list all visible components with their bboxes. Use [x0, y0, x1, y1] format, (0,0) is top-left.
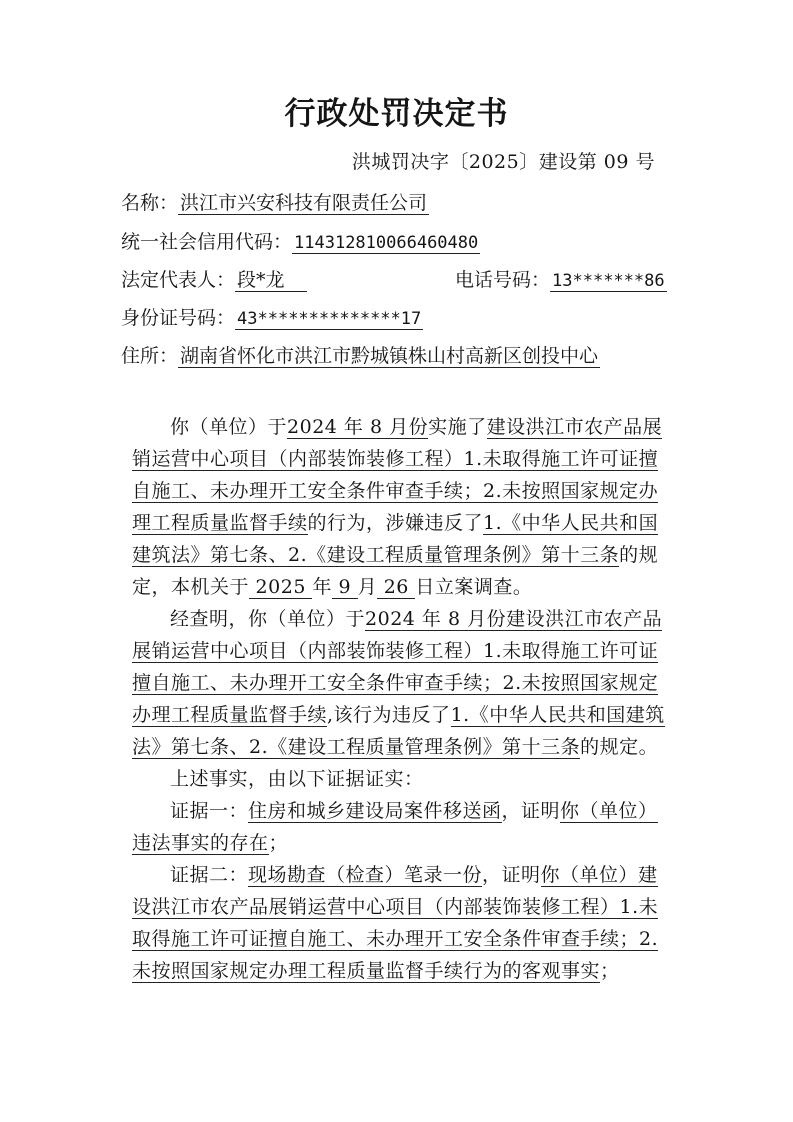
paragraph-filing — [132, 411, 668, 603]
text: 实施了 — [428, 416, 487, 438]
text: ,该行为违反了 — [327, 704, 451, 726]
text: ，证明 — [482, 864, 541, 886]
id-number: 43**************17 — [237, 309, 422, 329]
text: 证据二： — [170, 864, 249, 886]
company-name-row — [121, 190, 429, 216]
text: 证据一： — [170, 800, 249, 822]
id-label: 身份证号码： — [121, 307, 236, 329]
phone-label: 电话号码： — [455, 269, 551, 291]
evidence-1-fact: 你（单位）违法事实的存在 — [132, 800, 658, 854]
violation-act: 建设洪江市农产品展销运营中心项目（内部装饰装修工程）1.未取得施工许可证擅自施工、未办理开工安全条件审查手续；2.未按照国家规定办理工程质量监督手续 — [132, 416, 663, 534]
text: 的规定。 — [580, 736, 659, 758]
evidence-1-document: 住房和城乡建设局案件移送函 — [248, 800, 502, 822]
text: ，证明 — [501, 800, 561, 822]
document-title: 行政处罚决定书 — [284, 96, 509, 132]
evidence-2-fact: 你（单位）建设洪江市农产品展销运营中心项目（内部装饰装修工程）1.未取得施工许可证擅自施工、未办理开工安全条件审查手续；2.未按照国家规定办理工程质量监督手续行为的客观事实 — [132, 864, 659, 982]
id-number-row — [121, 305, 423, 331]
filing-year: 2025 — [249, 576, 313, 598]
representative-row — [121, 267, 307, 293]
evidence-2-document: 现场勘查（检查）笔录一份 — [248, 864, 483, 886]
company-name: 洪江市兴安科技有限责任公司 — [180, 192, 428, 214]
finding-law: 1.《中华人民共和国建筑法》第七条、2.《建设工程质量管理条例》第十三条 — [132, 704, 665, 758]
violated-law: 1.《中华人民共和国建筑法》第七条、2.《建设工程质量管理条例》第十三条 — [132, 512, 659, 566]
document-body — [132, 411, 668, 987]
credit-code: 114312810066460480 — [294, 233, 479, 253]
text: 年 — [312, 576, 332, 598]
filing-month: 9 — [331, 576, 358, 598]
address-row — [121, 343, 600, 369]
text: 的规定，本机关于 — [132, 544, 659, 598]
evidence-item-1 — [132, 795, 668, 859]
address: 湖南省怀化市洪江市黔城镇株山村高新区创投中心 — [180, 345, 599, 367]
text: ； — [600, 960, 620, 982]
paragraph-findings — [132, 603, 668, 763]
name-label: 名称： — [121, 192, 179, 214]
paragraph-evidence-intro: 上述事实，由以下证据证实： — [170, 768, 424, 790]
rep-label: 法定代表人： — [121, 269, 236, 291]
document-number: 洪城罚决字〔2025〕建设第 09 号 — [351, 151, 655, 173]
text: ； — [268, 832, 289, 854]
evidence-item-2 — [132, 859, 668, 987]
address-label: 住所： — [121, 345, 179, 367]
filing-day: 26 — [377, 576, 416, 598]
text: 月 — [357, 576, 378, 598]
text: 日立案调查。 — [415, 576, 533, 598]
phone-number: 13*******86 — [552, 271, 665, 291]
text: 经查明，你（单位）于 — [170, 608, 366, 630]
credit-code-row — [121, 229, 480, 255]
phone-row — [455, 267, 667, 293]
representative: 段*龙 — [235, 269, 307, 292]
violation-time: 2024 年 8 月份 — [287, 416, 429, 438]
credit-label: 统一社会信用代码： — [121, 231, 293, 253]
text: 你（单位）于 — [170, 416, 288, 438]
text: 的行为，涉嫌违反了 — [307, 512, 484, 534]
finding-act: 2024 年 8 月份建设洪江市农产品展销运营中心项目（内部装饰装修工程）1.未取得施工许可证擅自施工、未办理开工安全条件审查手续；2.未按照国家规定办理工程质量监督手续 — [132, 608, 663, 726]
